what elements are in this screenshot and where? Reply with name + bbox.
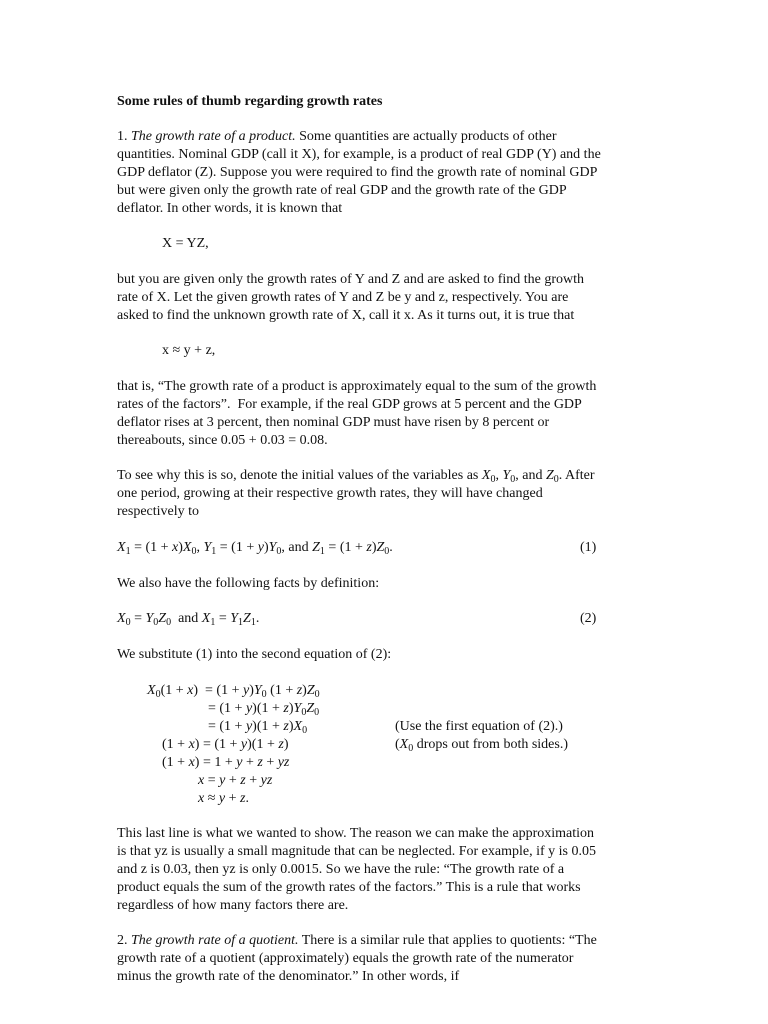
section-2-heading: The growth rate of a quotient. (131, 933, 299, 948)
paragraph-2-line: rate of X. Let the given growth rates of Y and Z be y and z, respectively. You are (117, 290, 569, 305)
paragraph-4-line: respectively to (117, 504, 200, 519)
paragraph-2-line: but you are given only the growth rates of Y and Z and are asked to find the growth (117, 272, 585, 287)
equation-2: $X_0 = Y_0Z_0$ and $X_1 = Y_1Z_1$. (117, 611, 260, 628)
derivation-line: (1 + x) = (1 + y)(1 + z) (162, 737, 289, 752)
section-2-line: minus the growth rate of the denominator.” In other words, if (117, 969, 460, 984)
paragraph-7-line: This last line is what we wanted to show. The reason we can make the approximation (117, 826, 595, 841)
derivation-comment: ($X_0$ drops out from both sides.) (395, 737, 568, 754)
section-2-number: 2. (117, 933, 128, 948)
section-1-first-line (117, 128, 557, 146)
derivation-comment: (Use the first equation of (2).) (395, 719, 563, 734)
paragraph-2-line: asked to find the unknown growth rate of X, call it x. As it turns out, it is true that (117, 308, 575, 323)
section-1-heading: The growth rate of a product. (131, 129, 296, 144)
equation-product: X = YZ, (162, 236, 209, 251)
paragraph-1-line: but were given only the growth rate of real GDP and the growth rate of the GDP (117, 183, 567, 198)
section-2-first-line: 2. The growth rate of a quotient. There is a similar rule that applies to quotients: “The (117, 933, 597, 948)
derivation-line: $X_0(1 + x) = (1 + y)Y_0$ $(1 + z)Z_0$ (147, 683, 320, 700)
paragraph-5-line: We also have the following facts by definition: (117, 576, 380, 591)
paragraph-3-line: thereabouts, since 0.05 + 0.03 = 0.08. (117, 433, 328, 448)
paragraph-6-line: We substitute (1) into the second equation of (2): (117, 647, 392, 662)
derivation-line: = $(1 + y)(1 + z)X_0$ (208, 719, 308, 736)
equation-2-number: (2) (580, 611, 597, 626)
derivation-line: (1 + x) = 1 + y + z + yz (162, 755, 290, 770)
equation-1: $X_1 = (1 + x)X_0$, $Y_1 = (1 + y)Y_0$, and $Z_1 = (1 + z)Z_0$. (117, 540, 393, 557)
derivation-line: x ≈ y + z. (198, 791, 249, 806)
equation-1-number: (1) (580, 540, 597, 555)
paragraph-7-line: is that yz is usually a small magnitude that can be neglected. For example, if y is 0.05 (117, 844, 596, 859)
paragraph-1-line: GDP deflator (Z). Suppose you were required to find the growth rate of nominal GDP (117, 165, 598, 180)
paragraph-1-line: quantities. Nominal GDP (call it X), for example, is a product of real GDP (Y) and the (117, 147, 601, 162)
section-2-line: growth rate of a quotient (approximately) equals the growth rate of the numerator (117, 951, 574, 966)
derivation-line: = $(1 + y)(1 + z)Y_0Z_0$ (208, 701, 320, 718)
paragraph-4-line: To see why this is so, denote the initial values of the variables as $X_0$, $Y_0$, and $Z_0$. After (117, 468, 595, 485)
paragraph-1-line: deflator. In other words, it is known that (117, 201, 343, 216)
paragraph-3-line: rates of the factors”. For example, if the real GDP grows at 5 percent and the GDP (117, 397, 582, 412)
equation-approximation: x ≈ y + z, (162, 343, 216, 358)
section-1-number: 1. (117, 129, 128, 144)
paragraph-4-line: one period, growing at their respective growth rates, they will have changed (117, 486, 543, 501)
paragraph-7-line: and z is 0.03, then yz is only 0.0015. So we have the rule: “The growth rate of a (117, 862, 565, 877)
paragraph-3-line: deflator rises at 3 percent, then nominal GDP must have risen by 8 percent or (117, 415, 550, 430)
document-title: Some rules of thumb regarding growth rates (117, 94, 383, 109)
paragraph-1-line: Some quantities are actually products of other (299, 129, 557, 144)
paragraph-7-line: product equals the sum of the growth rates of the factors.” This is a rule that works (117, 880, 581, 895)
paragraph-7-line: regardless of how many factors there are. (117, 898, 349, 913)
derivation-line: x = y + z + yz (198, 773, 273, 788)
paragraph-3-line: that is, “The growth rate of a product is approximately equal to the sum of the growth (117, 379, 597, 394)
